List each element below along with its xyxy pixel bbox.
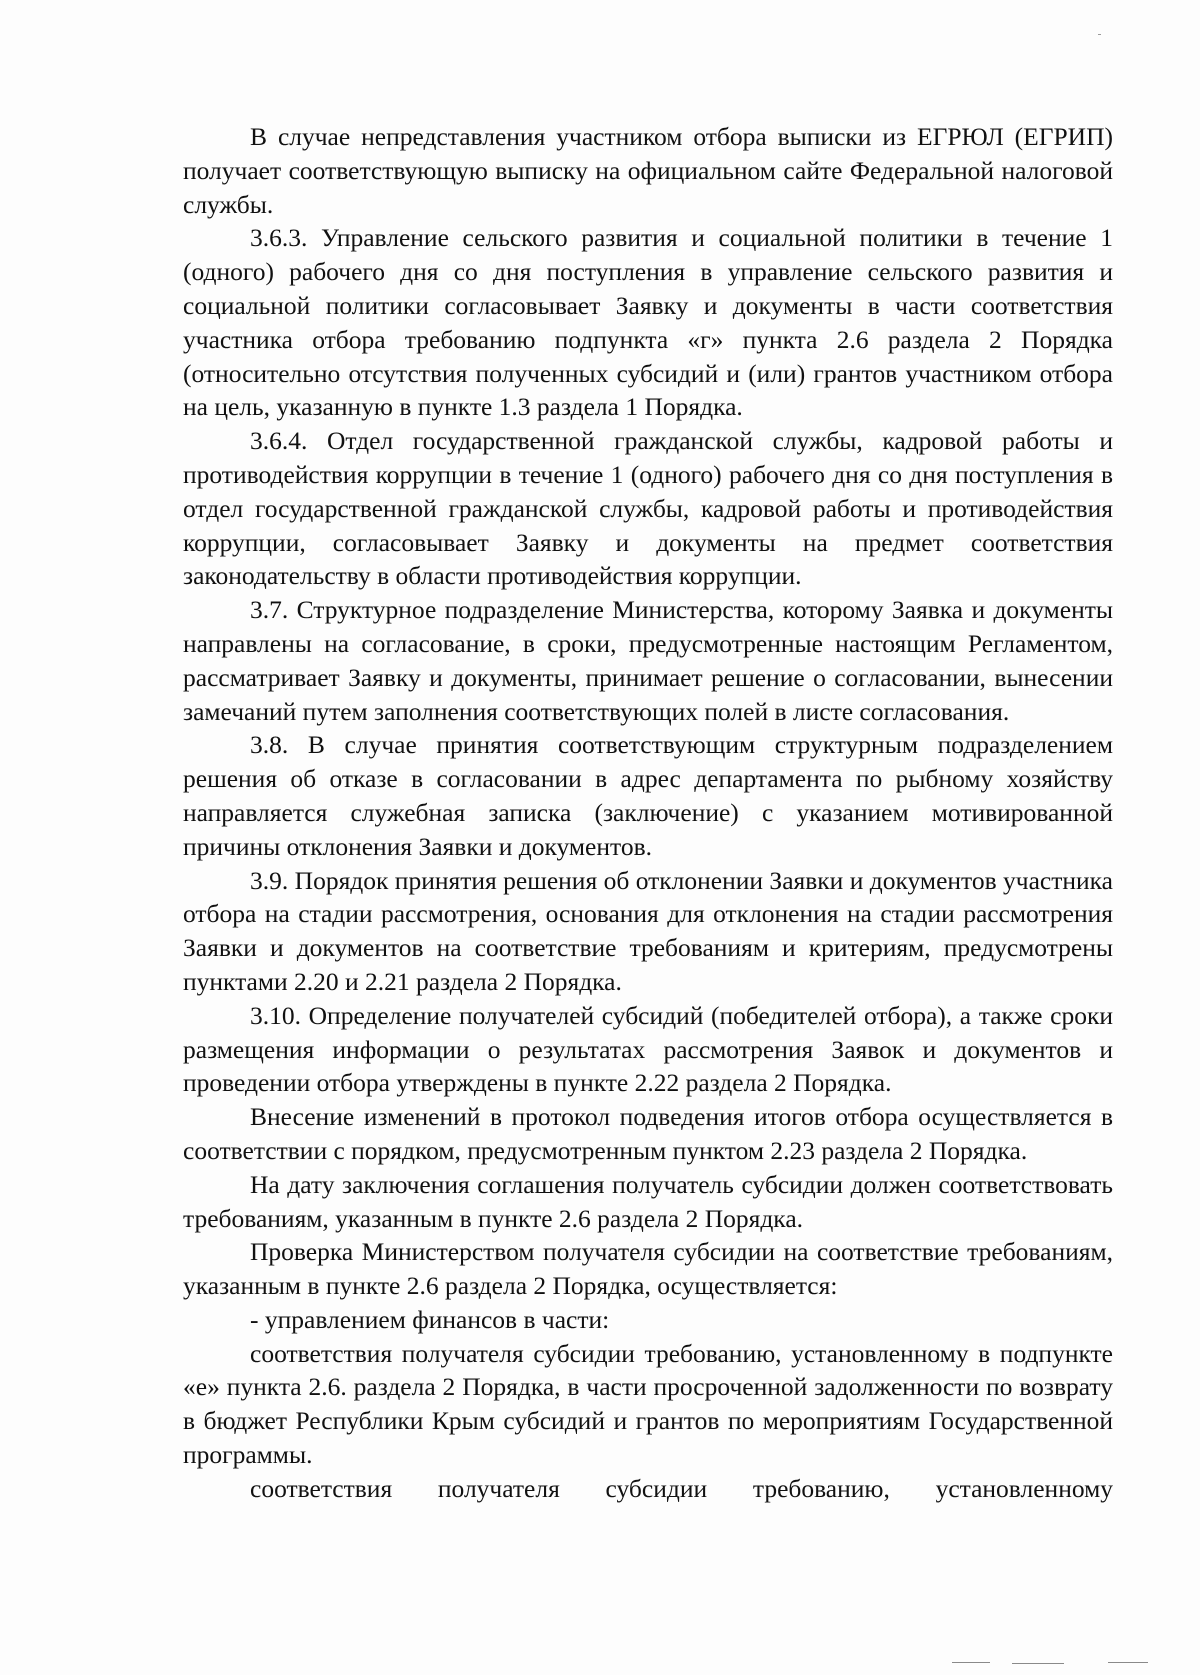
paragraph: соответствия получателя субсидии требованию, установленному [250, 1473, 1113, 1503]
scan-mark [1108, 1662, 1148, 1663]
paragraph: В случае непредставления участником отбора выписки из ЕГРЮЛ (ЕГРИП) получает соответствующую выписку на официальном сайте Федеральной налоговой службы. [183, 122, 1113, 219]
paragraph: 3.7. Структурное подразделение Министерства, которому Заявка и документы направлены на согласование, в сроки, предусмотренные настоящим Регламентом, рассматривает Заявку и документы, принимает решение о согласовании, вынесении замечаний путем заполнения соответствующих полей в листе согласования. [183, 595, 1113, 726]
paragraph: 3.6.3. Управление сельского развития и социальной политики в течение 1 (одного) рабочего дня со дня поступления в управление сельского развития и социальной политики согласовывает Заявку и документы в части соответствия участника отбора требованию подпункта «г» пункта 2.6 раздела 2 Порядка (относительно отсутствия полученных субсидий и (или) грантов участником отбора на цель, указанную в пункте 1.3 раздела 1 Порядка. [183, 223, 1113, 422]
scan-mark [952, 1662, 990, 1663]
paragraph: 3.10. Определение получателей субсидий (победителей отбора), а также сроки размещения информации о результатах рассмотрения Заявок и документов и проведении отбора утверждены в пункте 2.22 раздела 2 Порядка. [183, 1000, 1113, 1098]
paragraph: соответствия получателя субсидии требованию, установленному в подпункте «е» пункта 2.6. раздела 2 Порядка, в части просроченной задолженности по возврату в бюджет Республики Крым субсидий и грантов по мероприятиям Государственной программы. [183, 1338, 1113, 1470]
scan-mark [1012, 1663, 1064, 1664]
paragraph: 3.9. Порядок принятия решения об отклонении Заявки и документов участника отбора на стадии рассмотрения, основания для отклонения на стадии рассмотрения Заявки и документов на соответствие требованиям и критериям, предусмотрены пунктами 2.20 и 2.21 раздела 2 Порядка. [183, 865, 1113, 996]
paragraph: Внесение изменений в протокол подведения итогов отбора осуществляется в соответствии с порядком, предусмотренным пунктом 2.23 раздела 2 Порядка. [183, 1102, 1113, 1165]
paragraph: На дату заключения соглашения получатель субсидии должен соответствовать требованиям, указанным в пункте 2.6 раздела 2 Порядка. [183, 1169, 1113, 1233]
paragraph: Проверка Министерством получателя субсидии на соответствие требованиям, указанным в пункте 2.6 раздела 2 Порядка, осуществляется: [183, 1237, 1113, 1301]
scan-mark [1098, 34, 1101, 35]
paragraph: 3.8. В случае принятия соответствующим структурным подразделением решения об отказе в согласовании в адрес департамента по рыбному хозяйству направляется служебная записка (заключение) с указанием мотивированной причины отклонения Заявки и документов. [183, 730, 1113, 861]
paragraph: 3.6.4. Отдел государственной гражданской службы, кадровой работы и противодействия коррупции в течение 1 (одного) рабочего дня со дня поступления в отдел государственной гражданской службы, кадровой работы и противодействия коррупции, согласовывает Заявку и документы на предмет соответствия законодательству в области противодействия коррупции. [183, 426, 1113, 591]
document-body [183, 120, 1113, 1506]
paragraph: - управлением финансов в части: [250, 1304, 610, 1334]
